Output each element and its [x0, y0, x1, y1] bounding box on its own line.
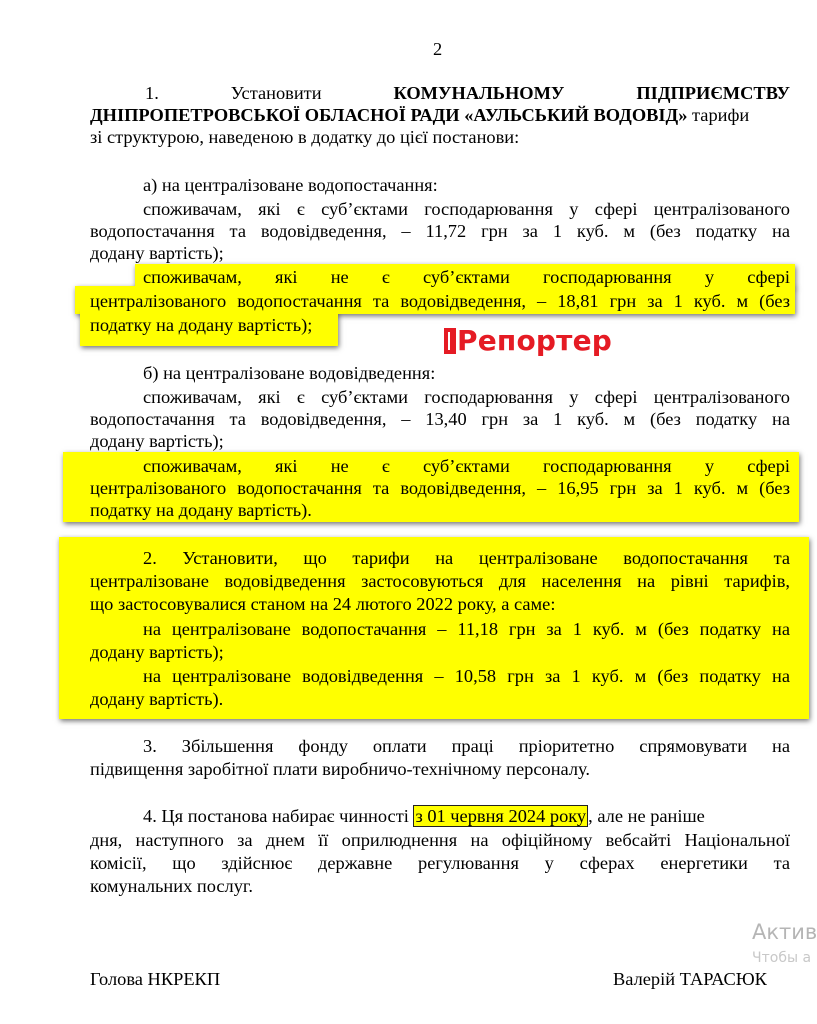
- p2-line-3: що застосовувалися станом на 24 лютого 2022 року, а саме:: [90, 594, 556, 614]
- signature-name: Валерій ТАРАСЮК: [613, 969, 767, 989]
- signature-role: Голова НКРЕКП: [90, 969, 221, 989]
- p1-line-2: [90, 104, 749, 126]
- section-b-c1-line-3: додану вартість);: [90, 431, 224, 451]
- section-b-heading: б) на централізоване водовідведення:: [143, 363, 436, 383]
- p2-line-1: 2. Установити, що тарифи на централізоване водопостачання та: [143, 548, 790, 568]
- p1-org-name: ДНІПРОПЕТРОВСЬКОЇ ОБЛАСНОЇ РАДИ «АУЛЬСЬКИЙ ВОДОВІД»: [90, 105, 688, 125]
- section-b-c1-line-2: водопостачання та водовідведення, – 13,40 грн за 1 куб. м (без податку на: [90, 409, 790, 429]
- p3-line-1: 3. Збільшення фонду оплати праці пріоритетно спрямовувати на: [143, 736, 790, 756]
- activation-watermark-title: Актив: [752, 920, 817, 944]
- section-a-heading: а) на централізоване водопостачання:: [143, 175, 438, 195]
- section-b-c2-line-3: податку на додану вартість).: [90, 500, 312, 520]
- p1-verb: Установити: [230, 83, 322, 103]
- p4-line-2: дня, наступного за днем її оприлюднення на офіційному вебсайті Національної: [90, 830, 790, 850]
- page-number: 2: [433, 39, 443, 59]
- p3-line-2: підвищення заробітної плати виробничо-технічному персоналу.: [90, 759, 590, 779]
- p1-line-1: [145, 82, 790, 104]
- watermark-logo-icon: [444, 328, 456, 354]
- section-a-c1-line-2: водопостачання та водовідведення, – 11,72 грн за 1 куб. м (без податку на: [90, 221, 790, 241]
- p2-line-5: додану вартість);: [90, 642, 224, 662]
- section-b-c1-line-1: споживачам, які є суб’єктами господарювання у сфері централізованого: [143, 387, 790, 407]
- p2-line-2: централізоване водовідведення застосовуються для населення на рівні тарифів,: [90, 571, 790, 591]
- section-a-c1-line-3: додану вартість);: [90, 243, 224, 263]
- p2-line-4: на централізоване водопостачання – 11,18 грн за 1 куб. м (без податку на: [143, 619, 790, 639]
- activation-watermark-subtitle: Чтобы а: [752, 950, 812, 966]
- p4-intro: 4. Ця постанова набирає чинності: [143, 806, 409, 826]
- section-a-c2-line-2: централізованого водопостачання та водовідведення, – 18,81 грн за 1 куб. м (без: [90, 291, 790, 311]
- p1-tariffs-word: тарифи: [692, 105, 750, 125]
- p4-line-3: комісії, що здійснює державне регулювання у сферах енергетики та: [90, 853, 790, 873]
- p2-line-6: на централізоване водовідведення – 10,58 грн за 1 куб. м (без податку на: [143, 666, 790, 686]
- watermark-text: Репортер: [457, 324, 612, 357]
- section-a-c2-line-1: споживачам, які не є суб’єктами господарювання у сфері: [143, 267, 790, 287]
- p4-line-1: [143, 805, 705, 827]
- p4-cont: , але не раніше: [588, 806, 705, 826]
- p4-line-4: комунальних послуг.: [90, 876, 253, 896]
- p1-org-part-1: КОМУНАЛЬНОМУ: [393, 83, 565, 103]
- section-b-c2-line-2: централізованого водопостачання та водовідведення, – 16,95 грн за 1 куб. м (без: [90, 478, 790, 498]
- p2-line-7: додану вартість).: [90, 689, 224, 709]
- p1-line-3: зі структурою, наведеною в додатку до цієї постанови:: [90, 127, 520, 147]
- p1-number: 1.: [145, 83, 159, 103]
- reporter-watermark: [444, 326, 632, 356]
- effective-date-highlight: з 01 червня 2024 року: [415, 806, 587, 826]
- p1-org-part-2: ПІДПРИЄМСТВУ: [636, 83, 790, 103]
- section-b-c2-line-1: споживачам, які не є суб’єктами господарювання у сфері: [143, 456, 790, 476]
- section-a-c2-line-3: податку на додану вартість);: [90, 315, 313, 335]
- section-a-c1-line-1: споживачам, які є суб’єктами господарювання у сфері централізованого: [143, 199, 790, 219]
